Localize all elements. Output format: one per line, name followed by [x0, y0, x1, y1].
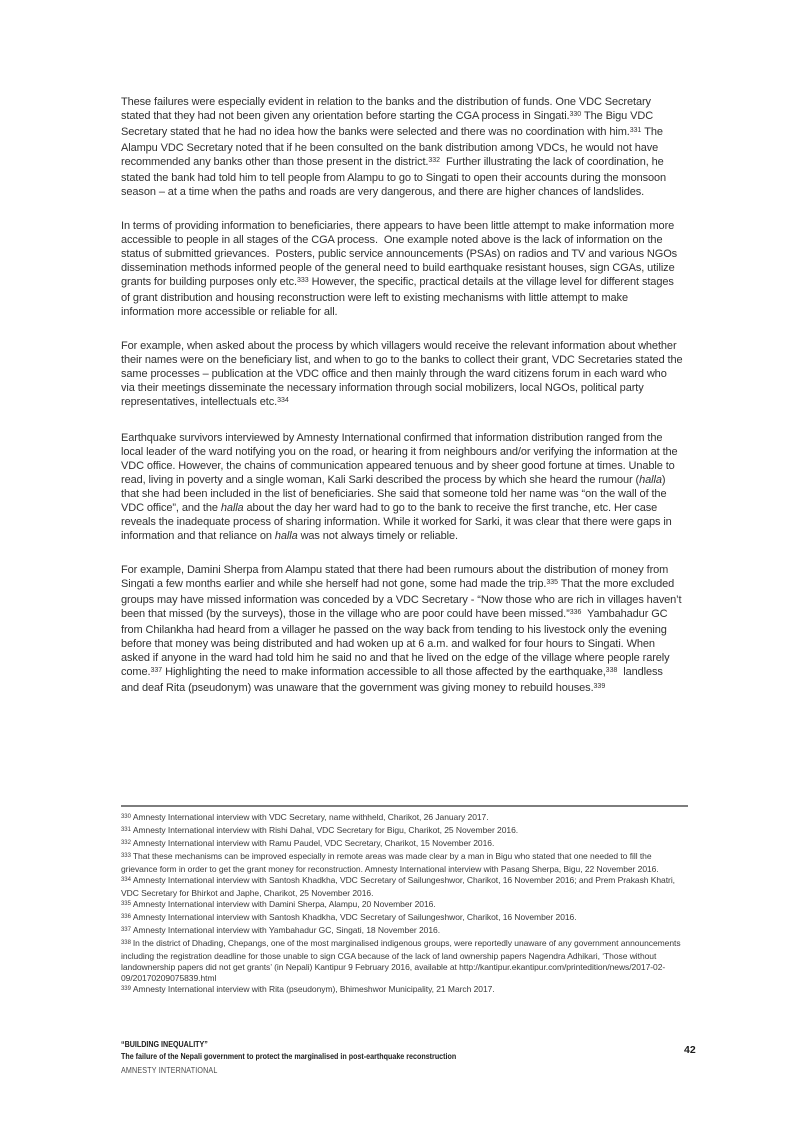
body-paragraph: [121, 339, 686, 411]
footnote-text: In the district of Dhading, Chepangs, one of the most marginalised indigenous groups, were reportedly unaware of any government announcements including the registration deadline for those unable to sign CGA because of the lack of land ownership papers Nagendra Adhikari, ‘Those without landownership papers did not get grants’ (in Nepali) Kantipur 9 February 2016, available at http://kantipur.ekantipur.com/printedition/news/2017-02-09/20170209075839.html: [121, 938, 683, 983]
footnote-number: 333: [121, 852, 131, 859]
footnote-number: 335: [121, 900, 131, 907]
text-run: was not always timely or reliable.: [297, 530, 458, 542]
text-run: Further illustrating the lack of coordination, he stated the bank had told him to tell people from Alampu to go to Singati to open their accounts during the monsoon season – at a time when the paths and roads are very dangerous, and there are higher chances of landslides.: [121, 156, 670, 198]
footnote-number: 331: [121, 826, 131, 833]
body-text: [121, 95, 686, 717]
body-paragraph: [121, 219, 683, 319]
text-run: These failures were especially evident in relation to the banks and the distribution of funds. One VDC Secretary stated that they had not been given any orientation before starting the CGA process in Singati.: [121, 96, 654, 122]
text-run: The Alampu VDC Secretary noted that if he been consulted on the bank distribution among VDCs, he would not have recommended any banks other than those present in the district.: [121, 126, 666, 168]
italic-term: halla: [639, 474, 662, 486]
footnote-number: 338: [121, 939, 131, 946]
footnote-item: [121, 984, 688, 997]
text-run: Earthquake survivors interviewed by Amnesty International confirmed that information distribution ranged from the local leader of the ward notifying you on the road, or hearing it from neighbours and/or verifying the information at the VDC office. However, the chains of communication appeared tenuous and by sheer good fortune at times. Unable to read, living in poverty and a single woman, Kali Sarki described the process by which she heard the rumour (: [121, 432, 681, 486]
footnote-number: 334: [121, 876, 131, 883]
footnote-text: Amnesty International interview with Rishi Dahal, VDC Secretary for Bigu, Charikot, 25 November 2016.: [132, 825, 519, 835]
footnote-number: 337: [121, 926, 131, 933]
footnote-item: [121, 899, 688, 912]
footnote-number: 339: [121, 985, 131, 992]
footnote-ref: 334: [277, 396, 289, 404]
footnote-text: Amnesty International interview with Rita (pseudonym), Bhimeshwor Municipality, 21 March 2017.: [132, 984, 495, 994]
page-number: 42: [684, 1044, 696, 1056]
footer-section: [121, 1038, 681, 1076]
footnote-text: That these mechanisms can be improved especially in remote areas was made clear by a man in Bigu who stated that one needed to fill the grievance form in order to get the grant money for reconstruction. Amnesty International interview with Pasang Sherpa, Bigu, 22 November 2016.: [121, 851, 659, 874]
report-subtitle: The failure of the Nepali government to protect the marginalised in post-earthquake reconstruction: [121, 1051, 457, 1061]
footnote-item: [121, 851, 688, 875]
text-run: For example, Damini Sherpa from Alampu stated that there had been rumours about the distribution of money from Singati a few months earlier and while she herself had not gone, some had made the trip.: [121, 564, 672, 590]
footnote-text: Amnesty International interview with Yambahadur GC, Singati, 18 November 2016.: [132, 925, 441, 935]
text-run: However, the specific, practical details at the village level for different stages of grant distribution and housing reconstruction were left to existing mechanisms with little attempt to make information more accessible or reliable for all.: [121, 276, 677, 318]
footnote-ref: 337: [150, 666, 163, 674]
footnote-ref: 335: [546, 578, 559, 586]
footnote-ref: 333: [296, 276, 309, 284]
body-paragraph: [121, 431, 683, 543]
organization-name: AMNESTY INTERNATIONAL: [121, 1065, 218, 1075]
report-title: “BUILDING INEQUALITY”: [121, 1039, 208, 1049]
body-paragraph: [121, 563, 683, 697]
text-run: ) that she had been included in the list of beneficiaries. She said that someone told her name was “on the wall of the VDC office”, and the: [121, 474, 670, 514]
footnote-ref: 338: [605, 666, 618, 674]
text-run: Highlighting the need to make information accessible to all those affected by the earthquake,: [162, 666, 606, 678]
footnote-item: [121, 825, 688, 838]
footnote-text: Amnesty International interview with Ramu Paudel, VDC Secretary, Charikot, 15 November 2016.: [132, 838, 495, 848]
text-run: That the more excluded groups may have missed information was conceded by a VDC Secretary - “Now those who are rich in villages haven’t been that missed (by the surveys), those in the village who are poor could have been missed.”: [121, 578, 685, 620]
text-run: For example, when asked about the process by which villagers would receive the relevant information about whether their names were on the beneficiary list, and when to go to the banks to collect their grant, VDC Secretaries stated the same processes – publication at the VDC office and then mainly through the ward citizens forum in each ward who via their meetings disseminate the necessary information through social mobilizers, local NGOs, political party representatives, intellectuals etc.: [121, 340, 686, 408]
footnote-item: [121, 838, 688, 851]
footnote-ref: 331: [629, 126, 642, 134]
footnote-item: [121, 912, 688, 925]
footnote-item: [121, 925, 688, 938]
italic-term: halla: [220, 502, 244, 514]
footnote-ref: 332: [428, 156, 441, 164]
footnote-number: 330: [121, 813, 131, 820]
footnote-number: 336: [121, 913, 131, 920]
footnote-item: [121, 875, 688, 899]
italic-term: halla: [274, 530, 298, 542]
footnote-item: [121, 812, 688, 825]
body-paragraph: [121, 95, 683, 199]
text-run: about the day her ward had to go to the bank to receive the first tranche, etc. Her case reveals the inadequate process of sharing information. While it worked for Sarki, it was clear that there were gaps in information and that reliance on: [121, 502, 675, 542]
footnote-item: [121, 938, 688, 984]
text-run: Yambahadur GC from Chilankha had heard from a villager he passed on the way back from tending to his livestock only the evening before that money was being distributed and had woken up at 6 a.m. and walked for four hours to Singati. When asked if anyone in the ward had told him he said no and that he lived on the edge of the village where people rarely come.: [121, 608, 673, 678]
text-run: The Bigu VDC Secretary stated that he had no idea how the banks were selected and there was no coordination with him.: [121, 110, 657, 138]
footnote-text: Amnesty International interview with Santosh Khadkha, VDC Secretary of Sailungeshwor, Charikot, 16 November 2016.: [132, 912, 577, 922]
footnote-ref: 330: [569, 110, 582, 118]
footnote-ref: 339: [593, 682, 606, 690]
footnote-ref: 336: [569, 608, 582, 616]
text-run: In terms of providing information to beneficiaries, there appears to have been little attempt to make information more accessible to people in all stages of the CGA process. One example noted above is the lack of information on the status of submitted grievances. Posters, public service announcements (PSAs) on radios and TV and various NGOs dissemination methods informed people of the general need to build earthquake resistant houses, sign CGAs, utilize grants for building purposes only etc.: [121, 220, 681, 288]
footnote-text: Amnesty International interview with Santosh Khadkha, VDC Secretary of Sailungeshwor, Charikot, 16 November 2016; and Prem Prakash Khatri, VDC Secretary for Bhirkot and Japhe, Charikot, 25 November 2016.: [121, 875, 678, 898]
text-run: landless and deaf Rita (pseudonym) was unaware that the government was giving money to rebuild houses.: [121, 666, 666, 694]
footnote-text: Amnesty International interview with VDC Secretary, name withheld, Charikot, 26 January 2017.: [132, 812, 489, 822]
footnote-text: Amnesty International interview with Damini Sherpa, Alampu, 20 November 2016.: [132, 899, 436, 909]
footnotes-section: [121, 805, 688, 997]
footnote-number: 332: [121, 839, 131, 846]
